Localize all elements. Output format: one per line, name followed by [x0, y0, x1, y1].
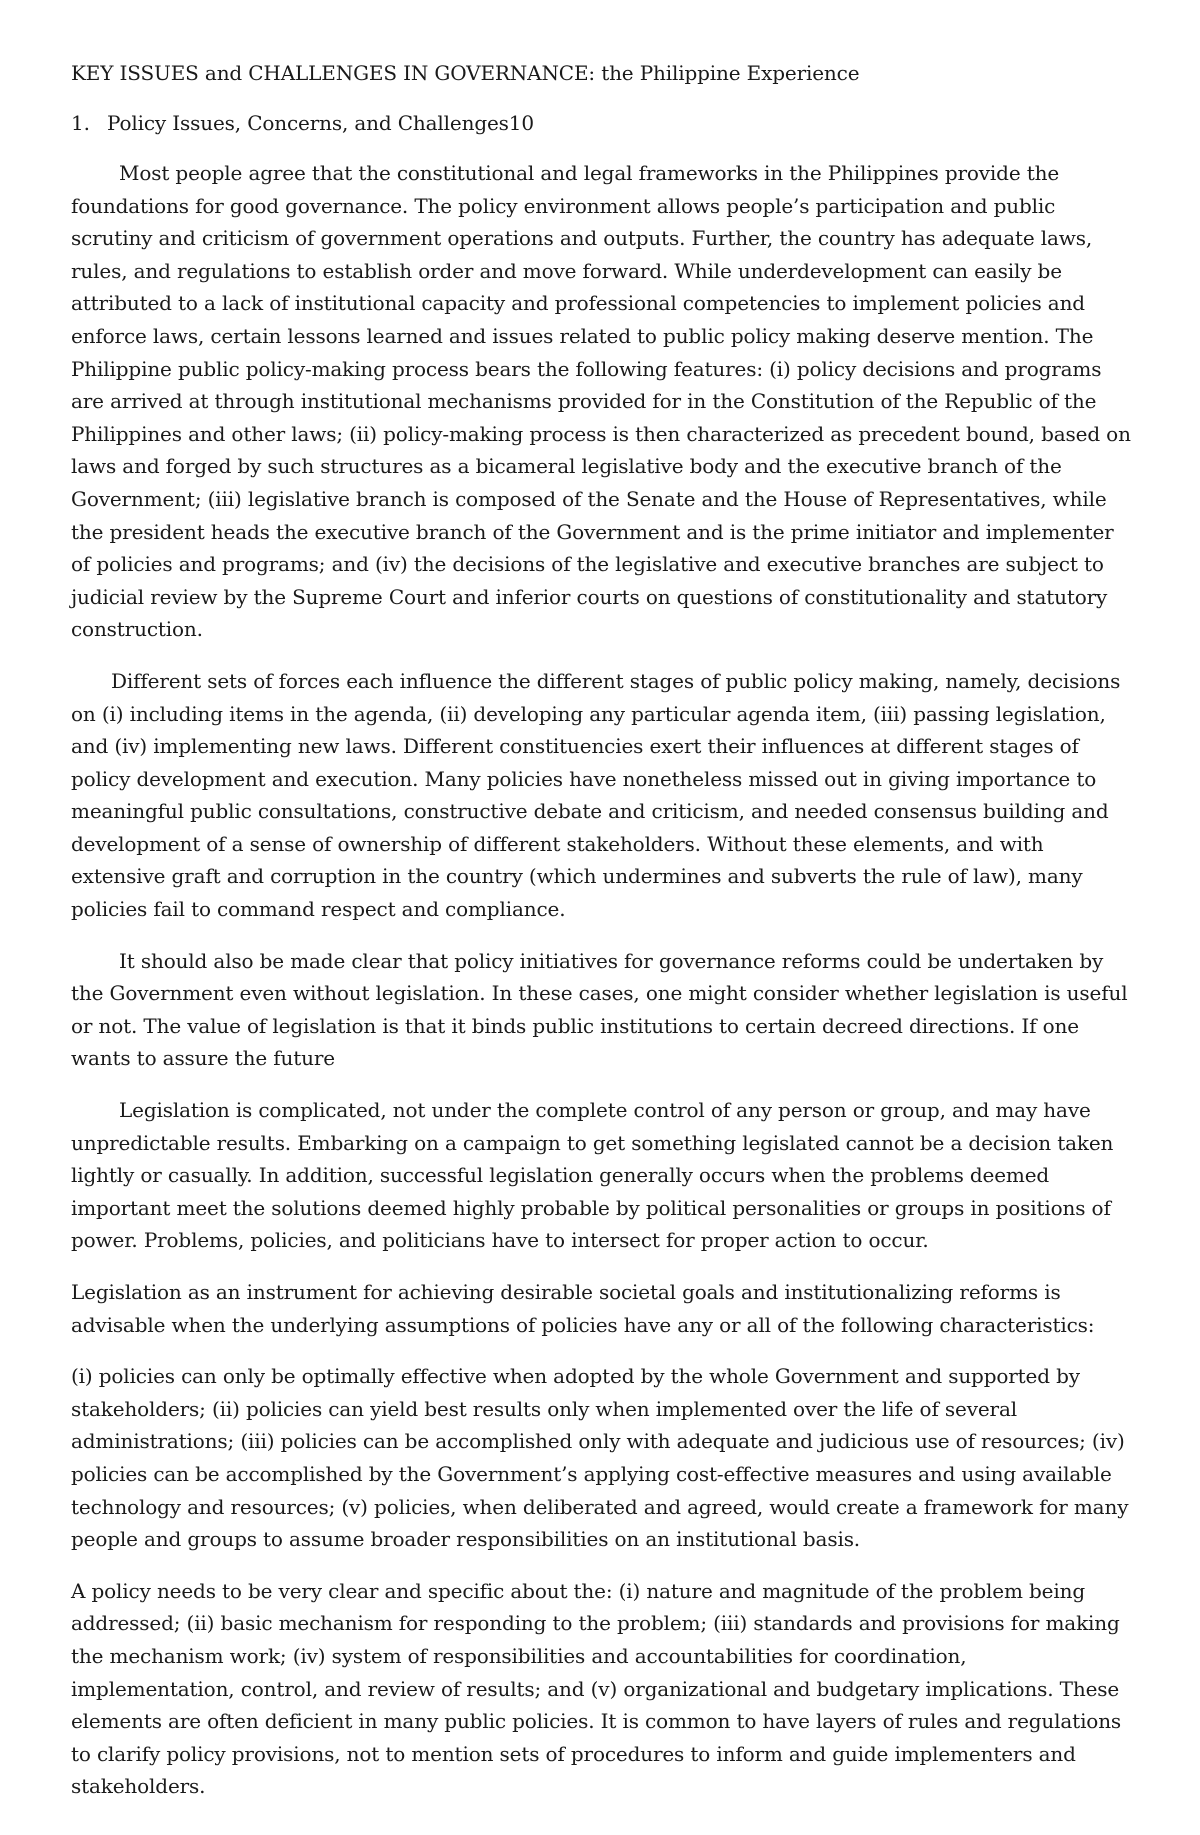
paragraph-legislation-instrument: Legislation as an instrument for achieving desirable societal goals and institutionalizing reforms is advisable when the underlying assumptions of policies have any or all of the following characteristics:: [71, 1280, 1095, 1337]
section-heading-text: Policy Issues, Concerns, and Challenges10: [107, 111, 534, 135]
paragraph-policy-specifics: A policy needs to be very clear and specific about the: (i) nature and magnitude of the problem being addressed; (ii) basic mechanism for responding to the problem; (iii) standards and provisions for making the mechanism work; (iv) system of responsibilities and accountabilities for coordination, implementation, control, and review of results; and (v) organizational and budgetary implications. These elements are often deficient in many public policies. It is common to have layers of rules and regulations to clarify policy provisions, not to mention sets of procedures to inform and guide implementers and stakeholders.: [71, 1578, 1122, 1799]
section-heading: [71, 108, 1136, 138]
document-page: [71, 58, 1136, 1822]
paragraph-policy-initiatives: It should also be made clear that policy initiatives for governance reforms could be undertaken by the Government even without legislation. In these cases, one might consider whether legislation is useful or not. The value of legislation is that it binds public institutions to certain decreed directions. If one wants to assure the future: [71, 948, 1128, 1071]
paragraph-policy-frameworks: Most people agree that the constitutional and legal frameworks in the Philippines provide the foundations for good governance. The policy environment allows people’s participation and public scrutiny and criticism of government operations and outputs. Further, the country has adequate laws, rules, and regulations to establish order and move forward. While underdevelopment can easily be attributed to a lack of institutional capacity and professional competencies to implement policies and enforce laws, certain lessons learned and issues related to public policy making deserve mention. The Philippine public policy-making process bears the following features: (i) policy decisions and programs are arrived at through institutional mechanisms provided for in the Constitution of the Republic of the Philippines and other laws; (ii) policy-making process is then characterized as precedent bound, based on laws and forged by such structures as a bicameral legislative body and the executive branch of the Government; (iii) legislative branch is composed of the Senate and the House of Representatives, while the president heads the executive branch of the Government and is the prime initiator and implementer of policies and programs; and (iv) the decisions of the legislative and executive branches are subject to judicial review by the Supreme Court and inferior courts on questions of constitutionality and statutory construction.: [71, 161, 1131, 642]
section-number: 1.: [71, 111, 90, 135]
paragraph-forces-influence: Different sets of forces each influence the different stages of public policy making, namely, decisions on (i) including items in the agenda, (ii) developing any particular agenda item, (iii) passing legislation, and (iv) implementing new laws. Different constituencies exert their influences at different stages of policy development and execution. Many policies have nonetheless missed out in giving importance to meaningful public consultations, constructive debate and criticism, and needed consensus building and development of a sense of ownership of different stakeholders. Without these elements, and with extensive graft and corruption in the country (which undermines and subverts the rule of law), many policies fail to command respect and compliance.: [71, 668, 1121, 922]
document-title: KEY ISSUES and CHALLENGES IN GOVERNANCE: the Philippine Experience: [71, 61, 860, 85]
paragraph-legislation-complicated: Legislation is complicated, not under the complete control of any person or group, and may have unpredictable results. Embarking on a campaign to get something legislated cannot be a decision taken lightly or casually. In addition, successful legislation generally occurs when the problems deemed important meet the solutions deemed highly probable by political personalities or groups in positions of power. Problems, policies, and politicians have to intersect for proper action to occur.: [71, 1098, 1114, 1253]
paragraph-policy-characteristics: (i) policies can only be optimally effective when adopted by the whole Government and supported by stakeholders; (ii) policies can yield best results only when implemented over the life of several administrations; (iii) policies can be accomplished only with adequate and judicious use of resources; (iv) policies can be accomplished by the Government’s applying cost-effective measures and using available technology and resources; (v) policies, when deliberated and agreed, would create a framework for many people and groups to assume broader responsibilities on an institutional basis.: [71, 1364, 1129, 1552]
